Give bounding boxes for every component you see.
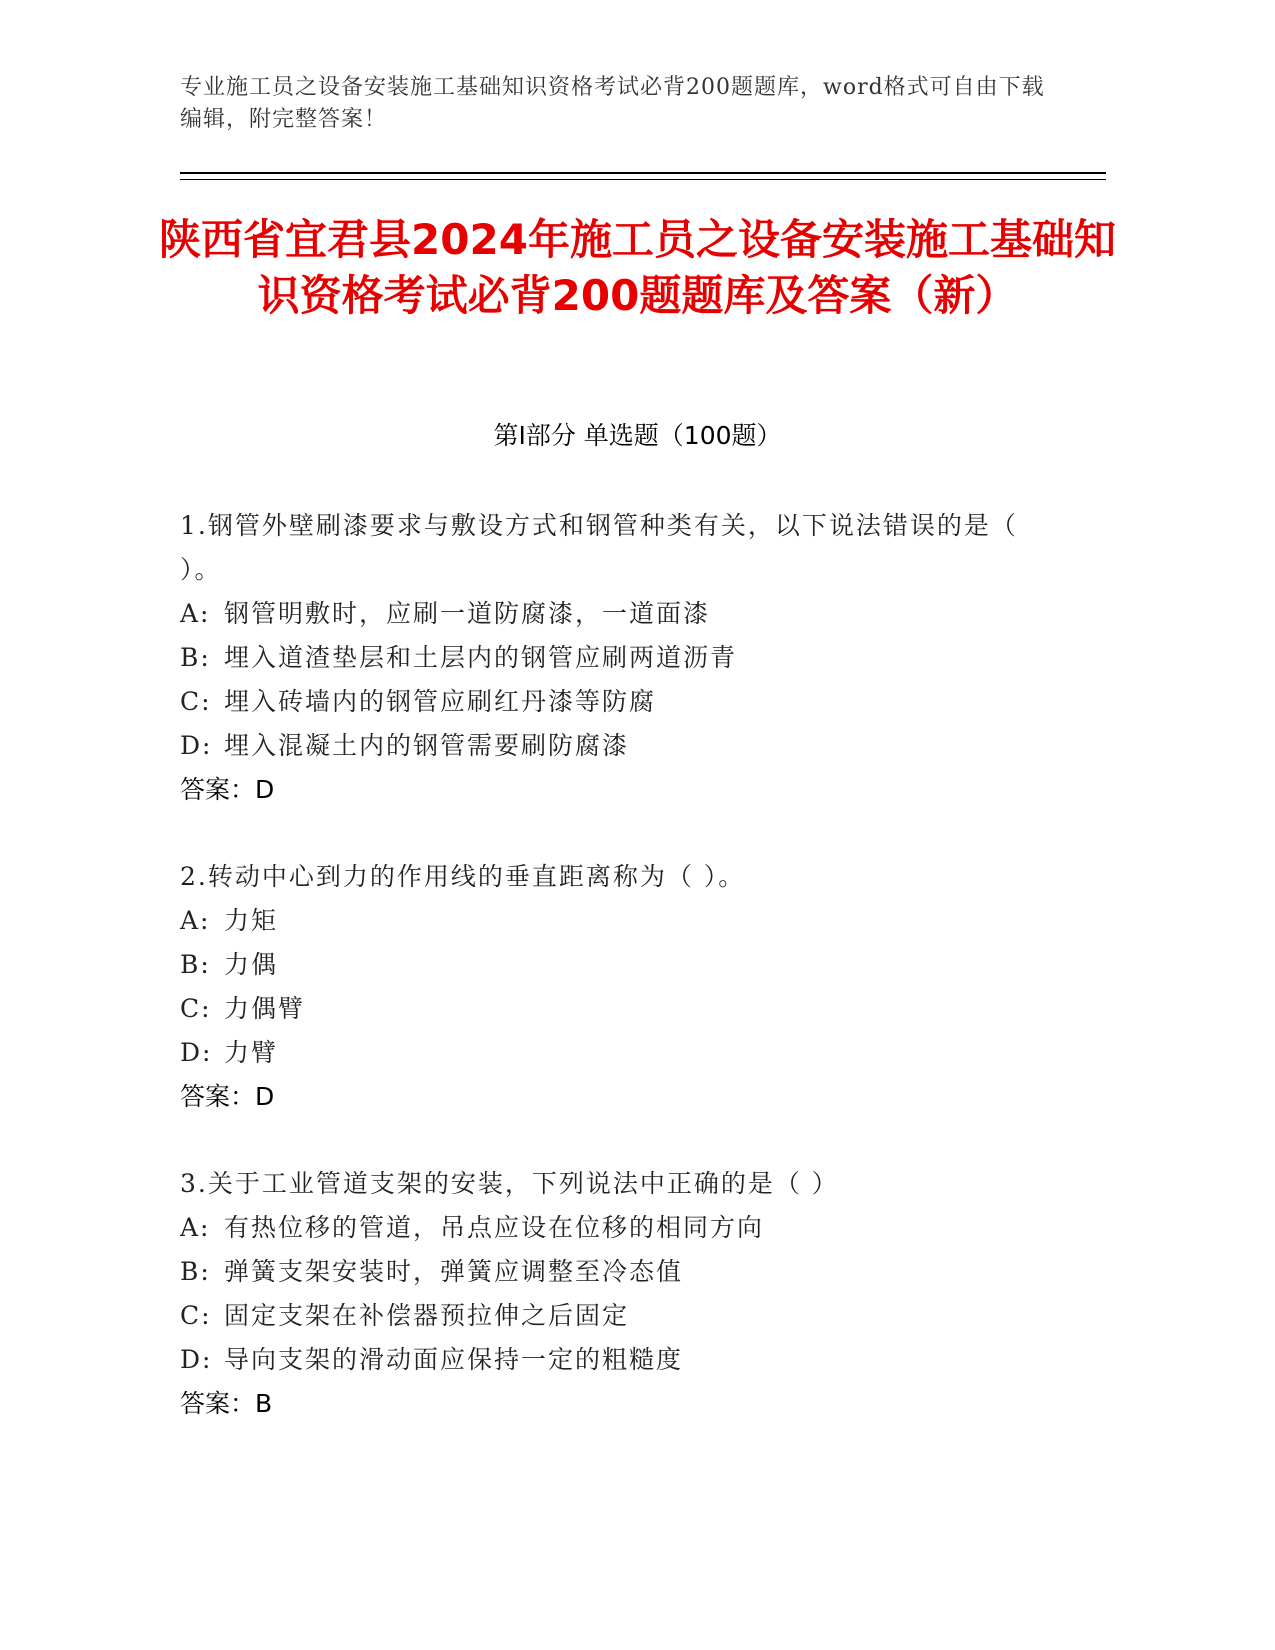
option-text: 埋入道渣垫层和土层内的钢管应刷两道沥青	[224, 643, 738, 672]
option-letter: D:	[180, 1345, 213, 1374]
header-rule-thin	[180, 179, 1106, 180]
option-c	[180, 1294, 1060, 1338]
option-b	[180, 636, 1060, 680]
option-a	[180, 899, 1060, 943]
option-text: 导向支架的滑动面应保持一定的粗糙度	[224, 1345, 684, 1374]
option-letter: D:	[180, 731, 213, 760]
option-text: 埋入砖墙内的钢管应刷红丹漆等防腐	[224, 687, 657, 716]
option-b	[180, 1250, 1060, 1294]
option-text: 有热位移的管道，吊点应设在位移的相同方向	[224, 1213, 765, 1242]
option-a	[180, 1206, 1060, 1250]
option-letter: C:	[180, 1301, 212, 1330]
option-d	[180, 1338, 1060, 1382]
option-letter: C:	[180, 994, 212, 1023]
option-c	[180, 680, 1060, 724]
option-text: 力偶	[224, 950, 279, 979]
question-text: 1.钢管外壁刷漆要求与敷设方式和钢管种类有关，以下说法错误的是（ ）。	[180, 511, 1018, 584]
question-list	[180, 504, 1060, 1469]
answer-line: 答案：D	[180, 1082, 275, 1111]
option-c	[180, 987, 1060, 1031]
header-note: 专业施工员之设备安装施工基础知识资格考试必背200题题库，word格式可自由下载编辑，附完整答案！	[180, 75, 1045, 132]
option-text: 埋入混凝土内的钢管需要刷防腐漆	[224, 731, 630, 760]
option-text: 力臂	[224, 1038, 279, 1067]
option-a	[180, 592, 1060, 636]
option-letter: B:	[180, 643, 211, 672]
document-title: 陕西省宜君县2024年施工员之设备安装施工基础知识资格考试必背200题题库及答案（新）	[159, 215, 1116, 320]
option-text: 弹簧支架安装时，弹簧应调整至冷态值	[224, 1257, 684, 1286]
section-heading: 第Ⅰ部分 单选题（100题）	[493, 421, 782, 450]
option-letter: A:	[180, 906, 211, 935]
answer-line: 答案：D	[180, 775, 275, 804]
question-text: 2.转动中心到力的作用线的垂直距离称为（ ）。	[180, 862, 746, 891]
question-text: 3.关于工业管道支架的安装，下列说法中正确的是（ ）	[180, 1169, 839, 1198]
option-letter: B:	[180, 950, 211, 979]
question-2	[180, 855, 1060, 1119]
question-1	[180, 504, 1060, 812]
option-text: 力偶臂	[224, 994, 306, 1023]
option-text: 力矩	[224, 906, 279, 935]
option-d	[180, 724, 1060, 768]
option-letter: A:	[180, 599, 211, 628]
option-letter: B:	[180, 1257, 211, 1286]
option-letter: A:	[180, 1213, 211, 1242]
option-d	[180, 1031, 1060, 1075]
option-text: 钢管明敷时，应刷一道防腐漆，一道面漆	[224, 599, 711, 628]
header-rule-thick	[180, 172, 1106, 174]
option-letter: D:	[180, 1038, 213, 1067]
answer-line: 答案：B	[180, 1389, 273, 1418]
option-text: 固定支架在补偿器预拉伸之后固定	[224, 1301, 630, 1330]
question-3	[180, 1162, 1060, 1426]
option-b	[180, 943, 1060, 987]
option-letter: C:	[180, 687, 212, 716]
